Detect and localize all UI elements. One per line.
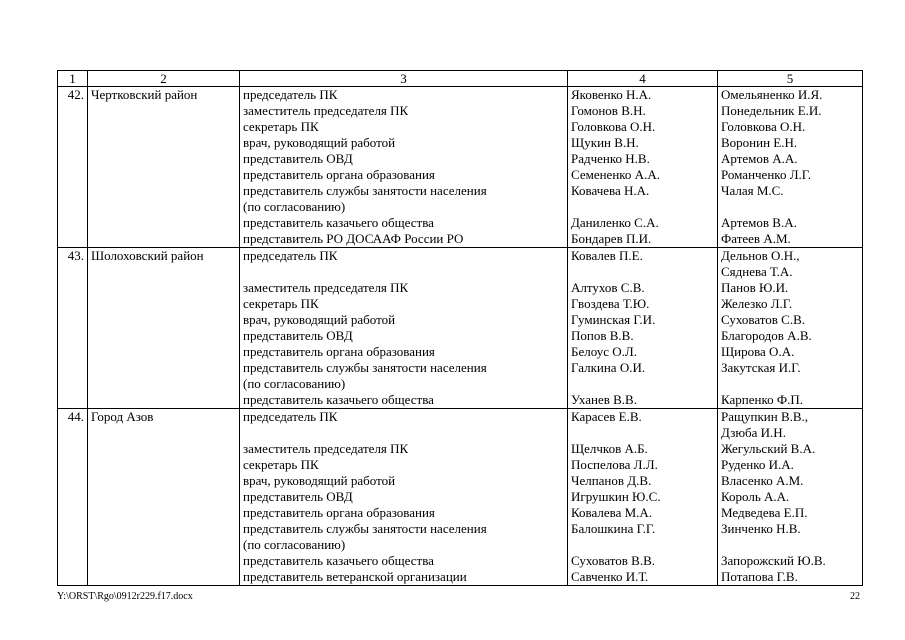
member-name (571, 264, 714, 280)
column-number-2: 2 (88, 71, 240, 87)
member-name (571, 199, 714, 215)
reserve-member-name: Артемов В.А. (721, 215, 797, 230)
position: представитель ОВД (243, 151, 353, 166)
position: председатель ПК (243, 87, 338, 102)
reserve-member-name: Власенко А.М. (721, 473, 804, 488)
position: представитель службы занятости населения (243, 360, 487, 375)
reserve-member-name: Омельяненко И.Я. (721, 87, 823, 102)
row-number: 44. (58, 409, 88, 586)
district-row (58, 248, 863, 409)
reserve-member-name: Артемов А.А. (721, 151, 798, 166)
position: врач, руководящий работой (243, 135, 396, 150)
district-name: Шолоховский район (88, 248, 240, 409)
position: представитель казачьего общества (243, 553, 434, 568)
member-name: Щелчков А.Б. (571, 441, 648, 456)
position: заместитель председателя ПК (243, 103, 409, 118)
commission-table (57, 70, 863, 586)
member-name: Алтухов С.В. (571, 280, 645, 295)
position: председатель ПК (243, 248, 338, 263)
member-name-cell (568, 87, 718, 248)
reserve-member-name: Зинченко Н.В. (721, 521, 801, 536)
member-name: Поспелова Л.Л. (571, 457, 658, 472)
position: представитель казачьего общества (243, 215, 434, 230)
member-name: Ковалев П.Е. (571, 248, 643, 263)
reserve-member-name: Железко Л.Г. (721, 296, 793, 311)
reserve-member-name: Романченко Л.Г. (721, 167, 812, 182)
position: врач, руководящий работой (243, 312, 396, 327)
member-name: Попов В.В. (571, 328, 634, 343)
member-name: Гомонов В.Н. (571, 103, 646, 118)
member-name: Игрушкин Ю.С. (571, 489, 661, 504)
reserve-member-name: Карпенко Ф.П. (721, 392, 804, 407)
district-name: Чертковский район (88, 87, 240, 248)
member-name: Семененко А.А. (571, 167, 660, 182)
position: (по согласованию) (243, 376, 346, 391)
reserve-member-name: Дельнов О.Н., (721, 248, 800, 263)
row-number: 42. (58, 87, 88, 248)
reserve-member-name: Король А.А. (721, 489, 790, 504)
member-name-cell (568, 409, 718, 586)
position: представитель органа образования (243, 344, 435, 359)
reserve-member-name: Дзюба И.Н. (721, 425, 786, 440)
reserve-member-name-cell (718, 409, 863, 586)
reserve-member-name: Щирова О.А. (721, 344, 795, 359)
member-name: Ковалева М.А. (571, 505, 653, 520)
position-cell (240, 87, 568, 248)
member-name: Суховатов В.В. (571, 553, 655, 568)
position-cell (240, 409, 568, 586)
reserve-member-name-cell (718, 248, 863, 409)
member-name: Уханев В.В. (571, 392, 637, 407)
reserve-member-name: Медведева Е.П. (721, 505, 808, 520)
position: (по согласованию) (243, 199, 346, 214)
member-name: Савченко И.Т. (571, 569, 649, 584)
position: представитель органа образования (243, 167, 435, 182)
member-name (571, 376, 714, 392)
position: представитель органа образования (243, 505, 435, 520)
member-name (571, 425, 714, 441)
district-row (58, 409, 863, 586)
position: представитель ОВД (243, 328, 353, 343)
reserve-member-name: Жегульский В.А. (721, 441, 816, 456)
position: секретарь ПК (243, 119, 319, 134)
reserve-member-name: Руденко И.А. (721, 457, 794, 472)
position (243, 264, 564, 280)
member-name: Белоус О.Л. (571, 344, 637, 359)
reserve-member-name (721, 199, 859, 215)
reserve-member-name-cell (718, 87, 863, 248)
member-name: Карасев Е.В. (571, 409, 642, 424)
reserve-member-name: Чалая М.С. (721, 183, 784, 198)
position (243, 425, 564, 441)
column-number-4: 4 (568, 71, 718, 87)
position: председатель ПК (243, 409, 338, 424)
member-name: Челпанов Д.В. (571, 473, 652, 488)
page-number: 22 (850, 591, 860, 602)
table-body (58, 87, 863, 586)
position-cell (240, 248, 568, 409)
member-name: Ковачева Н.А. (571, 183, 650, 198)
member-name: Головкова О.Н. (571, 119, 656, 134)
reserve-member-name: Сяднева Т.А. (721, 264, 793, 279)
member-name: Балошкина Г.Г. (571, 521, 656, 536)
member-name: Радченко Н.В. (571, 151, 650, 166)
member-name: Яковенко Н.А. (571, 87, 652, 102)
position: представитель казачьего общества (243, 392, 434, 407)
member-name: Бондарев П.И. (571, 231, 652, 246)
reserve-member-name: Фатеев А.М. (721, 231, 791, 246)
member-name-cell (568, 248, 718, 409)
reserve-member-name: Понедельник Е.И. (721, 103, 822, 118)
position: представитель службы занятости населения (243, 183, 487, 198)
district-row (58, 87, 863, 248)
column-number-1: 1 (58, 71, 88, 87)
position: врач, руководящий работой (243, 473, 396, 488)
position: заместитель председателя ПК (243, 280, 409, 295)
reserve-member-name: Ращупкин В.В., (721, 409, 809, 424)
position: представитель ветеранской организации (243, 569, 467, 584)
reserve-member-name: Воронин Е.Н. (721, 135, 798, 150)
position: секретарь ПК (243, 296, 319, 311)
reserve-member-name: Благородов А.В. (721, 328, 812, 343)
member-name: Гвоздева Т.Ю. (571, 296, 650, 311)
district-name: Город Азов (88, 409, 240, 586)
member-name: Щукин В.Н. (571, 135, 639, 150)
column-number-3: 3 (240, 71, 568, 87)
member-name: Гуминская Г.И. (571, 312, 656, 327)
reserve-member-name: Закутская И.Г. (721, 360, 801, 375)
position: представитель РО ДОСААФ России РО (243, 231, 464, 246)
member-name: Даниленко С.А. (571, 215, 659, 230)
column-number-row (58, 71, 863, 87)
member-name (571, 537, 714, 553)
position: заместитель председателя ПК (243, 441, 409, 456)
reserve-member-name: Панов Ю.И. (721, 280, 789, 295)
position: представитель ОВД (243, 489, 353, 504)
reserve-member-name: Потапова Г.В. (721, 569, 798, 584)
reserve-member-name: Запорожский Ю.В. (721, 553, 826, 568)
row-number: 43. (58, 248, 88, 409)
reserve-member-name (721, 537, 859, 553)
member-name: Галкина О.И. (571, 360, 646, 375)
reserve-member-name (721, 376, 859, 392)
position: секретарь ПК (243, 457, 319, 472)
file-path: Y:\ORST\Rgo\0912r229.f17.docx (57, 591, 193, 602)
reserve-member-name: Головкова О.Н. (721, 119, 806, 134)
reserve-member-name: Суховатов С.В. (721, 312, 805, 327)
column-number-5: 5 (718, 71, 863, 87)
position: представитель службы занятости населения (243, 521, 487, 536)
position: (по согласованию) (243, 537, 346, 552)
